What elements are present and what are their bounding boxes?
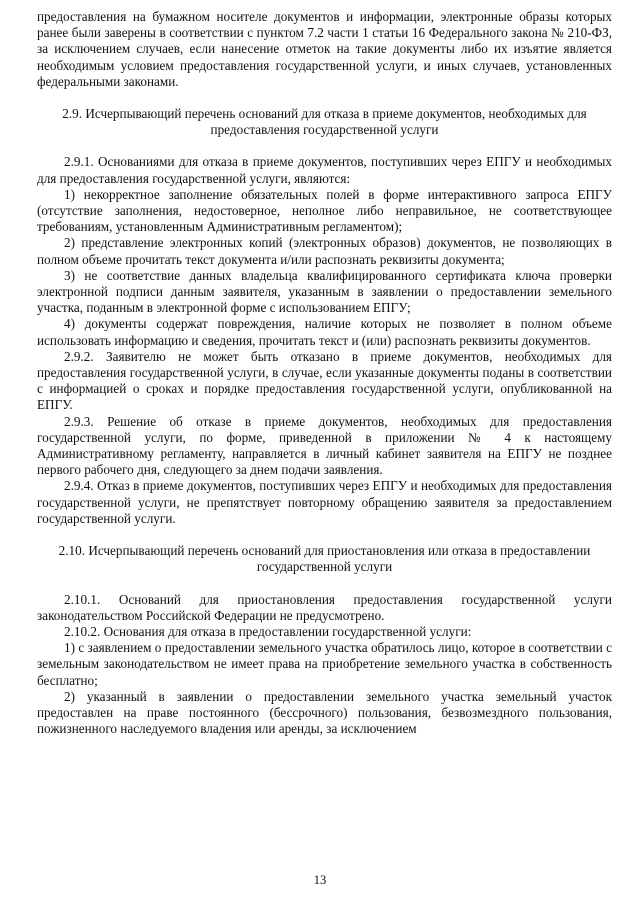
- paragraph-2-9-2: 2.9.2. Заявителю не может быть отказано в приеме документов, необходимых для предоставления государственной услуги, в случае, если указанные документы поданы в соответствии с информацией о сроках и порядке предоставления государственной услуги, опубликованной на ЕПГУ.: [37, 348, 612, 413]
- paragraph-continuation: предоставления на бумажном носителе документов и информации, электронные образы которых ранее были заверены в соответствии с пунктом 7.2 части 1 статьи 16 Федерального закона № 210-ФЗ, за исключением случаев, если нанесение отметок на такие документы либо их изъятие является необходимым условием предоставления государственной услуги, и иных случаев, установленных федеральными законами.: [37, 9, 612, 89]
- paragraph-2-10-1: 2.10.1. Оснований для приостановления предоставления государственной услуги законодательством Российской Федерации не предусмотрено.: [37, 591, 612, 623]
- list-item-2-9-1-4: 4) документы содержат повреждения, наличие которых не позволяет в полном объеме использовать информацию и сведения, прочитать текст и (или) распознать реквизиты документов.: [37, 316, 612, 348]
- paragraph-2-9-4: 2.9.4. Отказ в приеме документов, поступивших через ЕПГУ и необходимых для предоставления государственной услуги, не препятствует повторному обращению заявителя за предоставлением государственной услуги.: [37, 478, 612, 526]
- paragraph-2-9-3: 2.9.3. Решение об отказе в приеме документов, необходимых для предоставления государственной услуги, по форме, приведенной в приложении № 4 к настоящему Административному регламенту, направляется в личный кабинет заявителя на ЕПГУ не позднее первого рабочего дня, следующего за днем подачи заявления.: [37, 413, 612, 478]
- list-item-2-9-1-3: 3) не соответствие данных владельца квалифицированного сертификата ключа проверки электронной подписи данным заявителя, указанным в заявлении о предоставлении земельного участка, поданным в электронной форме с использованием ЕПГУ;: [37, 267, 612, 316]
- list-item-2-10-2-1: 1) с заявлением о предоставлении земельного участка обратилось лицо, которое в соответствии с земельным законодательством не имеет права на приобретение земельного участка в собственность бесплатно;: [37, 640, 612, 688]
- document-page: [37, 9, 612, 737]
- section-heading-2-10: 2.10. Исчерпывающий перечень оснований для приостановления или отказа в предоставлении государственной услуги: [58, 543, 591, 575]
- paragraph-2-9-1: 2.9.1. Основаниями для отказа в приеме документов, поступивших через ЕПГУ и необходимых для предоставления государственной услуги, являются:: [37, 154, 612, 186]
- list-item-2-10-2-2: 2) указанный в заявлении о предоставлении земельного участка земельный участок предоставлен на праве постоянного (бессрочного) пользования, безвозмездного пользования, пожизненного наследуемого владения или аренды, за исключением: [37, 688, 612, 737]
- list-item-2-9-1-1: 1) некорректное заполнение обязательных полей в форме интерактивного запроса ЕПГУ (отсутствие заполнения, недостоверное, неполное либо неправильное, не соответствующее требованиям, установленным Административным регламентом);: [37, 186, 612, 235]
- section-heading-2-9: 2.9. Исчерпывающий перечень оснований для отказа в приеме документов, необходимых для предоставления государственной услуги: [62, 106, 587, 138]
- page-number: 13: [313, 873, 327, 887]
- paragraph-2-10-2: 2.10.2. Основания для отказа в предоставлении государственной услуги:: [64, 623, 472, 639]
- list-item-2-9-1-2: 2) представление электронных копий (электронных образов) документов, не позволяющих в полном объеме прочитать текст документа и/или распознать реквизиты документа;: [37, 235, 612, 267]
